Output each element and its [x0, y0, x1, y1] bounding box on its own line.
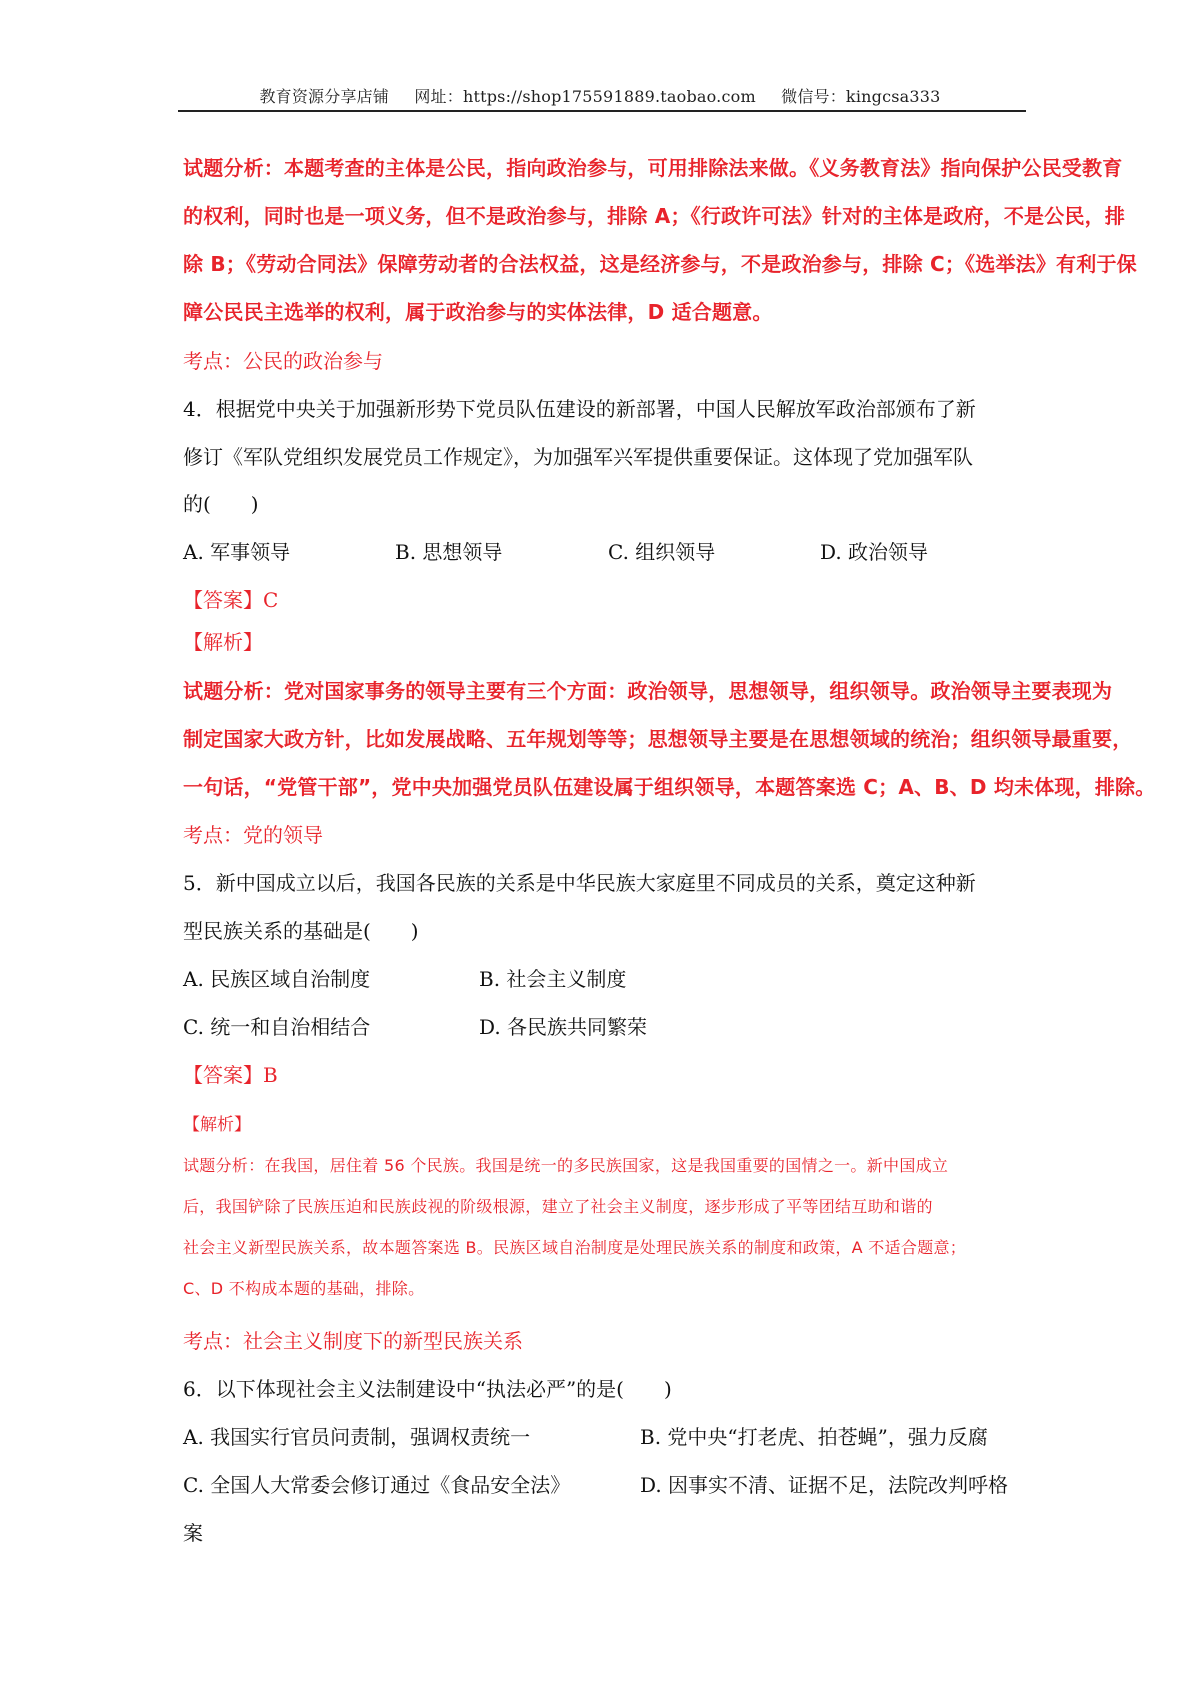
- q4-stem-line: 的( ): [183, 492, 259, 516]
- q5-analysis-line: 社会主义新型民族关系，故本题答案选 B。民族区域自治制度是处理民族关系的制度和政策，A 不适合题意；: [183, 1238, 967, 1257]
- q5-answer: 【答案】B: [183, 1063, 278, 1087]
- q4-stem-line: 修订《军队党组织发展党员工作规定》，为加强军兴军提供重要保证。这体现了党加强军队: [183, 445, 973, 469]
- q5-analysis-line: 后，我国铲除了民族压迫和民族歧视的阶级根源，建立了社会主义制度，逐步形成了平等团结互助和谐的: [183, 1197, 933, 1216]
- q4-answer: 【答案】C: [183, 588, 279, 612]
- q3-analysis-line: 障公民民主选举的权利，属于政治参与的实体法律，D 适合题意。: [183, 300, 773, 324]
- q6-option-d: D. 因事实不清、证据不足，法院改判呼格: [640, 1473, 1009, 1497]
- q4-jiexi-label: 【解析】: [183, 630, 263, 654]
- q5-kaodian: 考点：社会主义制度下的新型民族关系: [183, 1329, 523, 1353]
- q5-option-a: A. 民族区域自治制度: [183, 967, 371, 991]
- q6-option-c: C. 全国人大常委会修订通过《食品安全法》: [183, 1473, 571, 1497]
- q3-analysis-line: 试题分析：本题考查的主体是公民，指向政治参与，可用排除法来做。《义务教育法》指向保护公民受教育: [183, 156, 1123, 180]
- q5-option-d: D. 各民族共同繁荣: [479, 1015, 648, 1039]
- q4-analysis-line: 制定国家大政方针，比如发展战略、五年规划等等；思想领导主要是在思想领域的统治；组织领导最重要，: [183, 727, 1133, 751]
- shop-name: 教育资源分享店铺: [259, 87, 390, 106]
- header-divider: [178, 110, 1026, 112]
- q6-option-a: A. 我国实行官员问责制，强调权责统一: [183, 1425, 531, 1449]
- q4-option-a: A. 军事领导: [183, 540, 291, 564]
- q4-kaodian: 考点：党的领导: [183, 823, 323, 847]
- q3-analysis-line: 除 B；《劳动合同法》保障劳动者的合法权益，这是经济参与，不是政治参与，排除 C；《选举法》有利于保: [183, 252, 1137, 276]
- q5-stem-line: 型民族关系的基础是( ): [183, 919, 419, 943]
- q5-analysis-line: C、D 不构成本题的基础，排除。: [183, 1279, 425, 1298]
- q3-analysis-line: 的权利，同时也是一项义务，但不是政治参与，排除 A；《行政许可法》针对的主体是政府，不是公民，排: [183, 204, 1126, 228]
- page-header: [0, 84, 1200, 107]
- q5-stem-line: 5．新中国成立以后，我国各民族的关系是中华民族大家庭里不同成员的关系，奠定这种新: [183, 871, 976, 895]
- q4-analysis-line: 试题分析：党对国家事务的领导主要有三个方面：政治领导，思想领导，组织领导。政治领导主要表现为: [183, 679, 1113, 703]
- q4-analysis-line: 一句话，“党管干部”，党中央加强党员队伍建设属于组织领导，本题答案选 C；A、B、D 均未体现，排除。: [183, 775, 1156, 799]
- shop-url[interactable]: 网址：https://shop175591889.taobao.com: [414, 87, 756, 106]
- q5-option-b: B. 社会主义制度: [479, 967, 627, 991]
- q4-option-b: B. 思想领导: [395, 540, 503, 564]
- wechat-id: 微信号：kingcsa333: [781, 87, 941, 106]
- q5-analysis-line: 试题分析：在我国，居住着 56 个民族。我国是统一的多民族国家，这是我国重要的国情之一。新中国成立: [183, 1156, 949, 1175]
- q4-option-d: D. 政治领导: [820, 540, 929, 564]
- q5-jiexi-label: 【解析】: [183, 1115, 251, 1135]
- q6-option-d-wrap: 案: [183, 1521, 203, 1545]
- q4-stem-line: 4．根据党中央关于加强新形势下党员队伍建设的新部署，中国人民解放军政治部颁布了新: [183, 397, 976, 421]
- q6-option-b: B. 党中央“打老虎、拍苍蝇”，强力反腐: [640, 1425, 988, 1449]
- q6-stem: 6．以下体现社会主义法制建设中“执法必严”的是( ): [183, 1377, 672, 1401]
- q5-option-c: C. 统一和自治相结合: [183, 1015, 371, 1039]
- q4-option-c: C. 组织领导: [608, 540, 716, 564]
- q3-kaodian: 考点：公民的政治参与: [183, 349, 383, 373]
